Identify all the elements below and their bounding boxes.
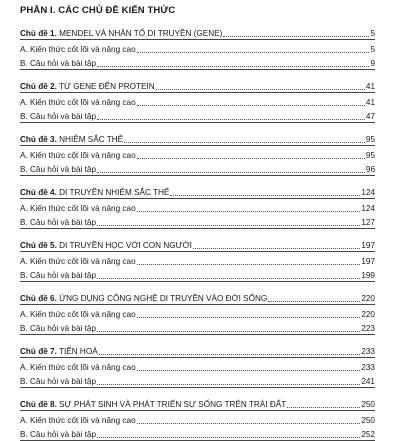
chapter-title: TIẾN HOÁ (59, 347, 98, 356)
dot-leader (137, 263, 361, 265)
dot-leader (156, 88, 365, 90)
chapter-page-number: 250 (361, 400, 375, 409)
chapter-number: Chủ đề 6. (20, 294, 57, 303)
chapter-page-number: 95 (365, 135, 375, 144)
dot-leader (137, 51, 370, 53)
section-label: B. Câu hỏi và bài tập (20, 430, 97, 439)
section-row[interactable] (20, 214, 375, 229)
dot-leader (137, 369, 361, 371)
dot-leader (97, 330, 360, 332)
chapter-heading-label (20, 135, 123, 145)
dot-leader (99, 353, 361, 355)
section-label: B. Câu hỏi và bài tập (20, 112, 97, 121)
section-row[interactable] (20, 411, 375, 426)
chapter-title: SỰ PHÁT SINH VÀ PHÁT TRIỂN SỰ SỐNG TRÊN TRÁI ĐẤT (59, 400, 287, 409)
dot-leader (97, 277, 360, 279)
chapter-heading-row[interactable] (20, 130, 375, 146)
dot-leader (97, 118, 365, 120)
chapter-number: Chủ đề 7. (20, 347, 57, 356)
section-row[interactable] (20, 305, 375, 320)
section-label: B. Câu hỏi và bài tập (20, 271, 97, 280)
section-label: A. Kiến thức cốt lõi và nâng cao (20, 97, 136, 107)
section-row[interactable] (20, 426, 375, 441)
section-page-number: 47 (365, 112, 375, 121)
chapter-heading-row[interactable] (20, 289, 375, 305)
section-row[interactable] (20, 161, 375, 176)
section-row[interactable] (20, 320, 375, 335)
section-label: A. Kiến thức cốt lõi và nâng cao (20, 415, 136, 425)
section-label: B. Câu hỏi và bài tập (20, 165, 97, 174)
section-label: B. Câu hỏi và bài tập (20, 377, 97, 386)
section-page-number: 233 (361, 362, 375, 372)
section-page-number: 95 (365, 150, 375, 160)
chapter-number: Chủ đề 5. (20, 241, 57, 250)
chapter-page-number: 233 (361, 347, 375, 356)
chapter-page-number: 5 (370, 29, 375, 38)
dot-leader (268, 300, 360, 302)
section-row[interactable] (20, 373, 375, 388)
chapter-page-number: 197 (361, 241, 375, 250)
section-label: B. Câu hỏi và bài tập (20, 218, 97, 227)
toc-chapter (20, 236, 375, 282)
section-page-number: 241 (361, 377, 375, 386)
chapter-heading-label (20, 188, 169, 198)
dot-leader (137, 422, 361, 424)
dot-leader (137, 104, 365, 106)
dot-leader (97, 436, 360, 438)
section-page-number: 5 (370, 44, 375, 54)
chapter-heading-label (20, 82, 155, 92)
section-page-number: 252 (361, 430, 375, 439)
toc-chapter (20, 289, 375, 335)
toc-chapter (20, 183, 375, 229)
section-row[interactable] (20, 267, 375, 282)
chapter-heading-label (20, 294, 267, 304)
chapter-heading-label (20, 347, 98, 357)
section-label: A. Kiến thức cốt lõi và nâng cao (20, 150, 136, 160)
dot-leader (223, 35, 369, 37)
chapter-page-number: 41 (365, 82, 375, 91)
chapter-title: DI TRUYỀN NHIỄM SẮC THỂ (59, 188, 170, 197)
chapter-number: Chủ đề 1. (20, 29, 57, 38)
chapter-page-number: 124 (361, 188, 375, 197)
section-label: B. Câu hỏi và bài tập (20, 324, 97, 333)
section-label: A. Kiến thức cốt lõi và nâng cao (20, 203, 136, 213)
section-row[interactable] (20, 108, 375, 123)
chapter-number: Chủ đề 8. (20, 400, 57, 409)
chapter-number: Chủ đề 3. (20, 135, 57, 144)
toc-chapter (20, 342, 375, 388)
section-label: A. Kiến thức cốt lõi và nâng cao (20, 44, 136, 54)
section-row[interactable] (20, 146, 375, 161)
dot-leader (137, 157, 365, 159)
section-row[interactable] (20, 40, 375, 55)
chapter-title: ỨNG DỤNG CÔNG NGHỆ DI TRUYỀN VÀO ĐỜI SỐNG (59, 294, 268, 303)
section-row[interactable] (20, 358, 375, 373)
toc-chapter (20, 395, 375, 441)
section-row[interactable] (20, 93, 375, 108)
toc-chapter (20, 130, 375, 176)
dot-leader (137, 316, 361, 318)
chapter-heading-row[interactable] (20, 77, 375, 93)
section-label: A. Kiến thức cốt lõi và nâng cao (20, 309, 136, 319)
chapter-title: DI TRUYỀN HỌC VỚI CON NGƯỜI (59, 241, 192, 250)
chapter-heading-label (20, 400, 286, 410)
section-label: A. Kiến thức cốt lõi và nâng cao (20, 362, 136, 372)
section-row[interactable] (20, 55, 375, 70)
chapter-title: NHIỄM SẮC THỂ (59, 135, 124, 144)
section-page-number: 199 (361, 271, 375, 280)
toc-chapter (20, 24, 375, 70)
section-label: B. Câu hỏi và bài tập (20, 59, 97, 68)
chapter-heading-row[interactable] (20, 24, 375, 40)
section-page-number: 9 (370, 59, 375, 68)
chapter-heading-row[interactable] (20, 395, 375, 411)
dot-leader (97, 171, 365, 173)
chapter-heading-row[interactable] (20, 342, 375, 358)
dot-leader (137, 210, 361, 212)
section-label: A. Kiến thức cốt lõi và nâng cao (20, 256, 136, 266)
section-page-number: 223 (361, 324, 375, 333)
section-page-number: 41 (365, 97, 375, 107)
chapter-number: Chủ đề 4. (20, 188, 57, 197)
section-row[interactable] (20, 252, 375, 267)
part-title: PHẦN I. CÁC CHỦ ĐỀ KIẾN THỨC (20, 5, 176, 16)
chapter-title: MENDEL VÀ NHÂN TỐ DI TRUYỀN (GENE) (59, 29, 223, 38)
dot-leader (124, 141, 365, 143)
chapter-page-number: 220 (361, 294, 375, 303)
section-page-number: 96 (365, 165, 375, 174)
dot-leader (97, 383, 360, 385)
section-page-number: 124 (361, 203, 375, 213)
dot-leader (170, 194, 360, 196)
section-row[interactable] (20, 199, 375, 214)
section-page-number: 220 (361, 309, 375, 319)
dot-leader (97, 224, 360, 226)
chapter-heading-row[interactable] (20, 183, 375, 199)
dot-leader (97, 65, 369, 67)
toc-chapter (20, 77, 375, 123)
chapter-heading-label (20, 29, 222, 39)
section-page-number: 250 (361, 415, 375, 425)
chapter-heading-label (20, 241, 192, 251)
table-of-contents (20, 24, 375, 441)
chapter-heading-row[interactable] (20, 236, 375, 252)
dot-leader (287, 406, 360, 408)
dot-leader (193, 247, 360, 249)
section-page-number: 127 (361, 218, 375, 227)
chapter-title: TỪ GENE ĐẾN PROTEIN (59, 82, 155, 91)
section-page-number: 197 (361, 256, 375, 266)
chapter-number: Chủ đề 2. (20, 82, 57, 91)
